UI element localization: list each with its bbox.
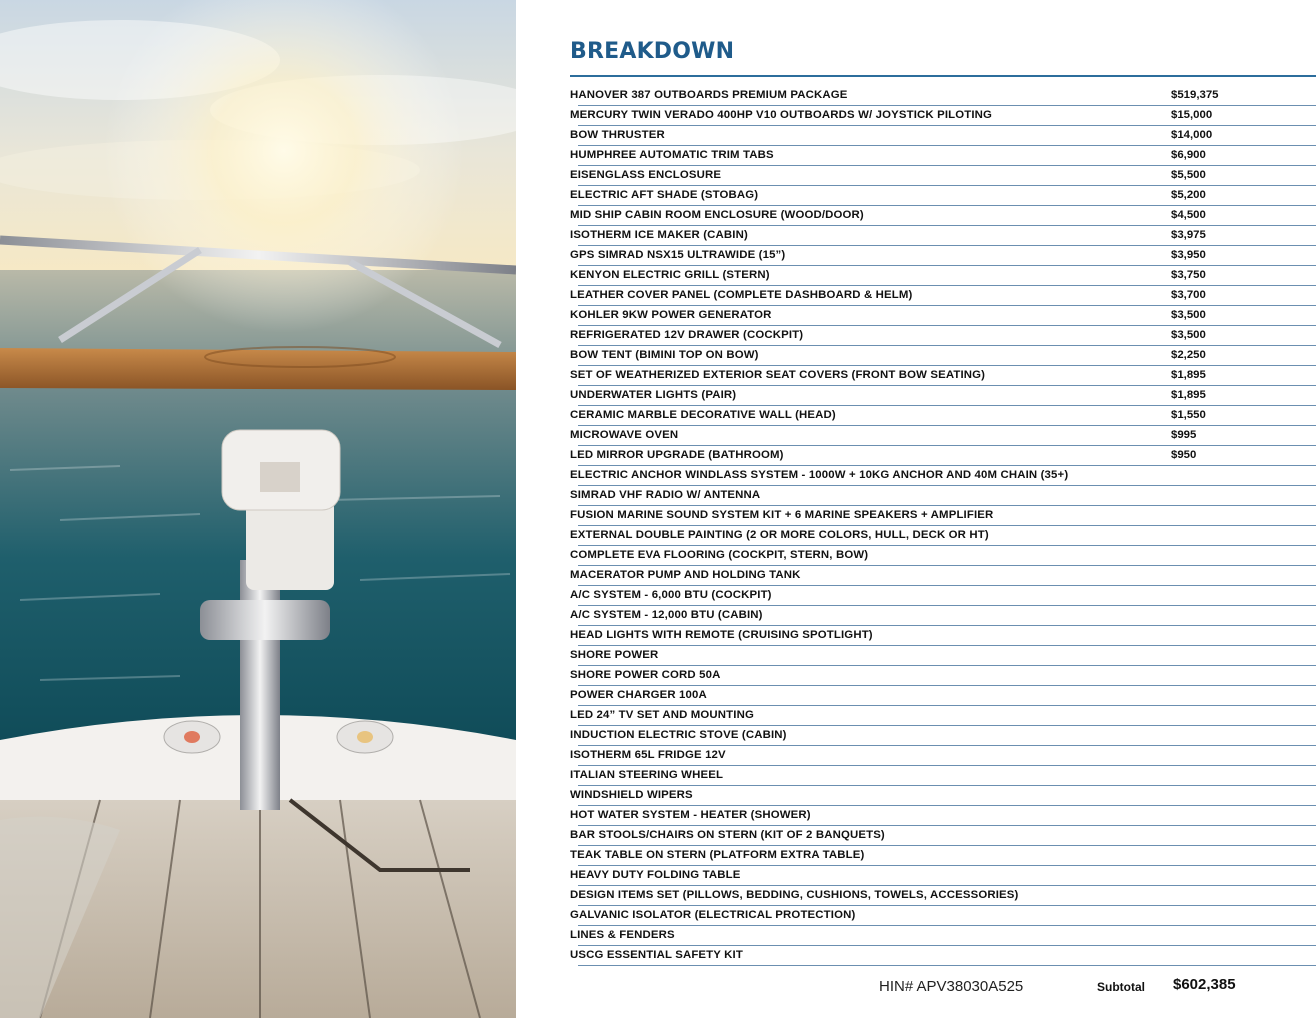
item-name: INDUCTION ELECTRIC STOVE (CABIN) [570, 729, 787, 741]
item-name: CERAMIC MARBLE DECORATIVE WALL (HEAD) [570, 409, 836, 421]
item-price: $995 [1171, 429, 1197, 441]
item-price: $3,750 [1171, 269, 1206, 281]
item-name: WINDSHIELD WIPERS [570, 789, 693, 801]
item-name: SIMRAD VHF RADIO W/ ANTENNA [570, 489, 761, 501]
item-name: GPS SIMRAD NSX15 ULTRAWIDE (15”) [570, 249, 786, 261]
list-item [570, 526, 1316, 546]
item-name: EXTERNAL DOUBLE PAINTING (2 OR MORE COLORS, HULL, DECK OR HT) [570, 529, 989, 541]
item-price: $4,500 [1171, 209, 1206, 221]
item-price: $14,000 [1171, 129, 1213, 141]
list-item [570, 566, 1316, 586]
list-item [570, 846, 1316, 866]
item-name: A/C SYSTEM - 12,000 BTU (CABIN) [570, 609, 763, 621]
list-item [570, 606, 1316, 626]
hin-number: HIN# APV38030A525 [879, 978, 1024, 995]
subtotal-label: Subtotal [1097, 980, 1145, 994]
item-price: $1,895 [1171, 389, 1206, 401]
list-item [570, 926, 1316, 946]
item-name: TEAK TABLE ON STERN (PLATFORM EXTRA TABLE) [570, 849, 865, 861]
list-item [570, 186, 1316, 206]
item-name: ELECTRIC ANCHOR WINDLASS SYSTEM - 1000W + 10KG ANCHOR AND 40M CHAIN (35+) [570, 469, 1069, 481]
item-price: $950 [1171, 449, 1197, 461]
breakdown-panel [570, 0, 1316, 1018]
list-item [570, 226, 1316, 246]
list-item [570, 806, 1316, 826]
item-name: USCG ESSENTIAL SAFETY KIT [570, 949, 743, 961]
item-name: COMPLETE EVA FLOORING (COCKPIT, STERN, BOW) [570, 549, 869, 561]
item-name: HOT WATER SYSTEM - HEATER (SHOWER) [570, 809, 811, 821]
item-name: ITALIAN STEERING WHEEL [570, 769, 724, 781]
item-price: $1,895 [1171, 369, 1206, 381]
item-price: $15,000 [1171, 109, 1213, 121]
boat-bow-photo [0, 0, 516, 1018]
item-name: HANOVER 387 OUTBOARDS PREMIUM PACKAGE [570, 89, 848, 101]
item-price: $5,500 [1171, 169, 1206, 181]
item-name: HEAD LIGHTS WITH REMOTE (CRUISING SPOTLIGHT) [570, 629, 873, 641]
item-name: HEAVY DUTY FOLDING TABLE [570, 869, 741, 881]
item-name: KOHLER 9KW POWER GENERATOR [570, 309, 772, 321]
item-name: GALVANIC ISOLATOR (ELECTRICAL PROTECTION) [570, 909, 856, 921]
list-item [570, 666, 1316, 686]
item-name: HUMPHREE AUTOMATIC TRIM TABS [570, 149, 774, 161]
item-name: SHORE POWER CORD 50A [570, 669, 721, 681]
item-price: $519,375 [1171, 89, 1219, 101]
list-item [570, 766, 1316, 786]
list-item [570, 486, 1316, 506]
item-name: LED MIRROR UPGRADE (BATHROOM) [570, 449, 784, 461]
list-item [570, 866, 1316, 886]
list-item [570, 626, 1316, 646]
list-item [570, 686, 1316, 706]
breakdown-list [570, 86, 1316, 966]
item-name: DESIGN ITEMS SET (PILLOWS, BEDDING, CUSHIONS, TOWELS, ACCESSORIES) [570, 889, 1019, 901]
list-item [570, 246, 1316, 266]
item-name: POWER CHARGER 100A [570, 689, 707, 701]
list-item [570, 426, 1316, 446]
item-name: REFRIGERATED 12V DRAWER (COCKPIT) [570, 329, 804, 341]
item-name: EISENGLASS ENCLOSURE [570, 169, 722, 181]
title-rule [570, 75, 1316, 77]
item-name: LED 24” TV SET AND MOUNTING [570, 709, 754, 721]
list-item [570, 706, 1316, 726]
item-name: KENYON ELECTRIC GRILL (STERN) [570, 269, 770, 281]
item-name: SHORE POWER [570, 649, 659, 661]
item-name: ISOTHERM ICE MAKER (CABIN) [570, 229, 748, 241]
list-item [570, 466, 1316, 486]
list-item [570, 446, 1316, 466]
list-item [570, 106, 1316, 126]
list-item [570, 386, 1316, 406]
list-item [570, 326, 1316, 346]
item-price: $3,950 [1171, 249, 1206, 261]
item-price: $2,250 [1171, 349, 1206, 361]
list-item [570, 366, 1316, 386]
item-name: SET OF WEATHERIZED EXTERIOR SEAT COVERS (FRONT BOW SEATING) [570, 369, 986, 381]
list-item [570, 206, 1316, 226]
list-item [570, 306, 1316, 326]
item-name: A/C SYSTEM - 6,000 BTU (COCKPIT) [570, 589, 772, 601]
list-item [570, 946, 1316, 966]
list-item [570, 126, 1316, 146]
list-item [570, 266, 1316, 286]
row-divider [578, 965, 1316, 966]
list-item [570, 286, 1316, 306]
list-item [570, 726, 1316, 746]
list-item [570, 906, 1316, 926]
item-name: LINES & FENDERS [570, 929, 675, 941]
item-name: LEATHER COVER PANEL (COMPLETE DASHBOARD & HELM) [570, 289, 913, 301]
list-item [570, 786, 1316, 806]
item-price: $6,900 [1171, 149, 1206, 161]
item-name: MID SHIP CABIN ROOM ENCLOSURE (WOOD/DOOR) [570, 209, 864, 221]
item-price: $3,700 [1171, 289, 1206, 301]
item-name: BAR STOOLS/CHAIRS ON STERN (KIT OF 2 BANQUETS) [570, 829, 885, 841]
list-item [570, 506, 1316, 526]
item-price: $5,200 [1171, 189, 1206, 201]
item-name: MACERATOR PUMP AND HOLDING TANK [570, 569, 801, 581]
item-name: BOW THRUSTER [570, 129, 665, 141]
item-name: MICROWAVE OVEN [570, 429, 679, 441]
list-item [570, 826, 1316, 846]
list-item [570, 646, 1316, 666]
item-name: BOW TENT (BIMINI TOP ON BOW) [570, 349, 759, 361]
item-price: $3,975 [1171, 229, 1206, 241]
item-name: FUSION MARINE SOUND SYSTEM KIT + 6 MARINE SPEAKERS + AMPLIFIER [570, 509, 994, 521]
item-price: $3,500 [1171, 309, 1206, 321]
list-item [570, 146, 1316, 166]
item-price: $1,550 [1171, 409, 1206, 421]
list-item [570, 586, 1316, 606]
list-item [570, 346, 1316, 366]
page-title: BREAKDOWN [570, 39, 735, 64]
item-name: ISOTHERM 65L FRIDGE 12V [570, 749, 726, 761]
list-item [570, 886, 1316, 906]
list-item [570, 546, 1316, 566]
list-item [570, 746, 1316, 766]
item-name: MERCURY TWIN VERADO 400HP V10 OUTBOARDS W/ JOYSTICK PILOTING [570, 109, 993, 121]
item-name: ELECTRIC AFT SHADE (STOBAG) [570, 189, 759, 201]
subtotal-value: $602,385 [1173, 976, 1236, 993]
list-item [570, 86, 1316, 106]
list-item [570, 406, 1316, 426]
list-item [570, 166, 1316, 186]
item-price: $3,500 [1171, 329, 1206, 341]
item-name: UNDERWATER LIGHTS (PAIR) [570, 389, 737, 401]
footer [570, 975, 1316, 999]
